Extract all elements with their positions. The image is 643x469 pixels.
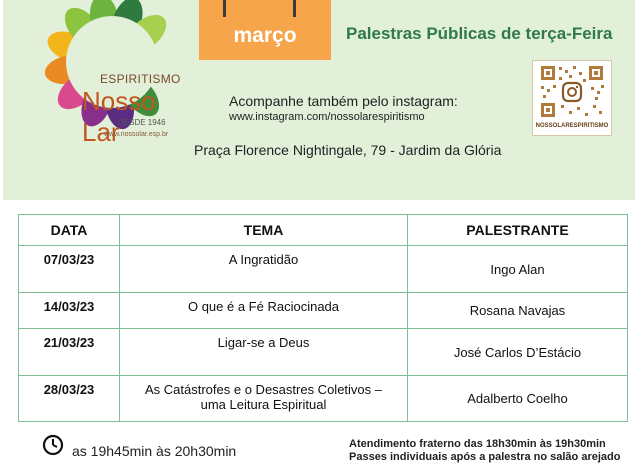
logo-line1: ESPIRITISMO xyxy=(100,72,181,86)
address: Praça Florence Nightingale, 79 - Jardim da Glória xyxy=(194,142,502,158)
table-row xyxy=(19,293,628,329)
row-theme: A Ingratidão xyxy=(120,246,408,293)
lecture-time: as 19h45min às 20h30min xyxy=(72,443,237,459)
logo-since: DESDE 1946 xyxy=(118,118,166,127)
hanger-left-icon xyxy=(223,0,226,17)
row-theme xyxy=(120,376,408,422)
row-date: 07/03/23 xyxy=(19,246,120,293)
row-theme: Ligar-se a Deus xyxy=(120,329,408,376)
hanger-right-icon xyxy=(293,0,296,17)
logo-name: Nosso Lar xyxy=(82,86,156,147)
row-date: 14/03/23 xyxy=(19,293,120,329)
row-speaker: Ingo Alan xyxy=(408,246,628,293)
row-speaker: Rosana Navajas xyxy=(408,293,628,329)
row-theme-line1: As Catástrofes e o Desastres Coletivos – xyxy=(145,382,382,397)
qr-label: NOSSOLARESPIRITISMO xyxy=(535,123,609,129)
clock-icon-wrap xyxy=(42,434,64,461)
nosso-lar-logo xyxy=(14,0,194,150)
column-header-speaker: PALESTRANTE xyxy=(408,215,628,246)
qr-code-icon xyxy=(533,61,611,123)
schedule-table xyxy=(18,214,628,422)
month-tag xyxy=(199,0,331,60)
month-label: março xyxy=(233,24,297,47)
logo-site: www.nossolar.esp.br xyxy=(104,131,169,138)
fraternal-service-note: Atendimento fraterno das 18h30min às 19h30min xyxy=(349,438,606,450)
column-header-date: DATA xyxy=(19,215,120,246)
table-row xyxy=(19,376,628,422)
column-header-theme: TEMA xyxy=(120,215,408,246)
table-row xyxy=(19,329,628,376)
row-date: 21/03/23 xyxy=(19,329,120,376)
instagram-label: Acompanhe também pelo instagram: xyxy=(229,93,458,109)
instagram-link[interactable]: www.instagram.com/nossolarespiritismo xyxy=(229,111,425,123)
row-speaker: José Carlos D’Estácio xyxy=(408,329,628,376)
table-row xyxy=(19,246,628,293)
row-speaker: Adalberto Coelho xyxy=(408,376,628,422)
clock-icon xyxy=(42,434,64,456)
passes-note: Passes individuais após a palestra no salão arejado xyxy=(349,451,621,463)
row-theme: O que é a Fé Raciocinada xyxy=(120,293,408,329)
row-date: 28/03/23 xyxy=(19,376,120,422)
row-theme-line2: uma Leitura Espiritual xyxy=(200,397,327,412)
table-header-row xyxy=(19,215,628,246)
page-title: Palestras Públicas de terça-Feira xyxy=(346,24,613,43)
